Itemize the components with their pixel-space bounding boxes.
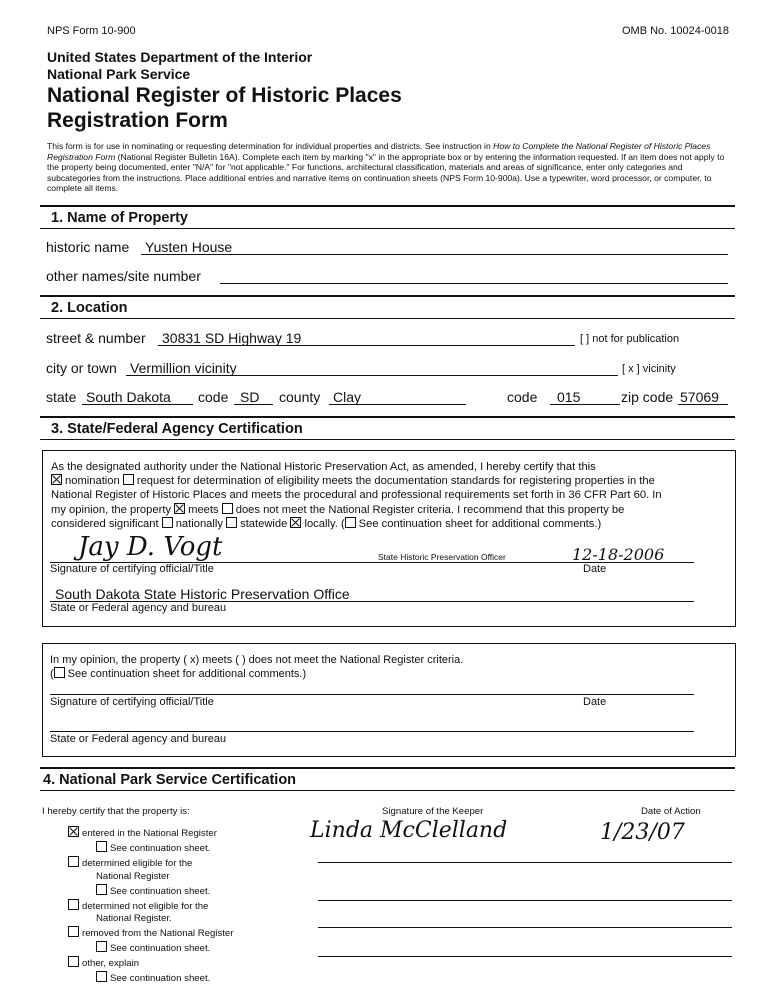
nps-intro: I hereby certify that the property is:	[42, 806, 190, 817]
county-code-label: code	[507, 389, 538, 405]
city-value[interactable]: Vermillion vicinity	[130, 360, 237, 376]
continuation-checkbox[interactable]	[345, 517, 356, 528]
section3-heading: 3. State/Federal Agency Certification	[51, 421, 303, 437]
nps-options: entered in the National Register See continuation sheet. determined eligible for the National Register See continuation sheet. determined not eligible for the National Register. removed from the National Register See continuation sheet. other, explain See continuation sheet.	[68, 826, 233, 986]
form-number: NPS Form 10-900	[47, 25, 136, 37]
instructions: This form is for use in nominating or requesting determination for individual properties and districts. See instruction in How to Complete the National Register of Historic Places Registration Form (National Register Bulletin 16A). Complete each item by marking "x" in the appropriate box or by entering the information requested. If an item does not apply to the property being documented, enter "N/A" for "not applicable." For functions, architectural classification, materials and areas of significance, enter only categories and subcategories from the instructions. Place additional entries and narrative items on continuation sheets (NPS Form 10-900a). Use a typewriter, word processor, or computer, to complete all items.	[47, 141, 725, 194]
state-code-value[interactable]: SD	[240, 389, 260, 405]
nationally-checkbox[interactable]	[162, 517, 173, 528]
agency-value[interactable]: South Dakota State Historic Preservation Office	[55, 586, 350, 602]
keeper-signature: Linda McClelland	[310, 818, 508, 843]
state-label: state	[46, 389, 77, 405]
agency-label: State or Federal agency and bureau	[50, 602, 227, 614]
state-code-line	[234, 404, 273, 405]
section2-subrule	[40, 318, 735, 319]
entered-checkbox[interactable]	[68, 826, 79, 837]
certifying-title: State Historic Preservation Officer	[378, 552, 506, 562]
section4-subrule	[40, 790, 735, 791]
certifying-signature: Jay D. Vogt	[78, 532, 223, 562]
form-title-line1: National Register of Historic Places	[47, 84, 402, 107]
action-date-label: Date of Action	[641, 806, 701, 817]
historic-name-value[interactable]: Yusten House	[145, 239, 233, 255]
request-checkbox[interactable]	[123, 474, 134, 485]
locally-checkbox[interactable]	[290, 517, 301, 528]
opinion-continuation-checkbox[interactable]	[54, 667, 65, 678]
eligible-continuation-checkbox[interactable]	[96, 884, 107, 895]
removed-continuation-checkbox[interactable]	[96, 941, 107, 952]
county-code-value[interactable]: 015	[557, 389, 581, 405]
entered-continuation-checkbox[interactable]	[96, 841, 107, 852]
zip-label: zip code	[621, 389, 674, 405]
state-code-label: code	[198, 389, 229, 405]
department-name: United States Department of the Interior	[47, 49, 313, 65]
city-label: city or town	[46, 360, 117, 376]
opinion-line2: ( See continuation sheet for additional comments.)	[50, 668, 307, 680]
keeper-line-3	[318, 927, 732, 928]
other-names-label: other names/site number	[46, 268, 201, 284]
state-line	[82, 404, 193, 405]
nomination-checkbox[interactable]	[51, 474, 62, 485]
meets-checkbox[interactable]	[174, 503, 185, 514]
county-code-line	[550, 404, 620, 405]
street-value[interactable]: 30831 SD Highway 19	[162, 330, 302, 346]
statewide-checkbox[interactable]	[226, 517, 237, 528]
certifying-date: 12-18-2006	[572, 545, 665, 564]
opinion-line1: In my opinion, the property ( x) meets ( ) does not meet the National Register criteria.	[50, 654, 464, 666]
keeper-line-4	[318, 956, 732, 957]
section2-heading: 2. Location	[51, 300, 128, 316]
city-line	[126, 375, 618, 376]
section1-subrule	[40, 228, 735, 229]
not-eligible-checkbox[interactable]	[68, 899, 79, 910]
keeper-label: Signature of the Keeper	[382, 806, 484, 817]
section1-rule	[40, 205, 735, 207]
county-label: county	[279, 389, 321, 405]
opinion-signature-line	[50, 694, 694, 695]
opinion-agency-label: State or Federal agency and bureau	[50, 733, 227, 745]
historic-name-line	[141, 254, 728, 255]
removed-checkbox[interactable]	[68, 926, 79, 937]
street-line	[158, 345, 575, 346]
other-names-line	[220, 283, 728, 284]
other-checkbox[interactable]	[68, 956, 79, 967]
street-label: street & number	[46, 330, 146, 346]
certification-text: As the designated authority under the National Historic Preservation Act, as amended, I hereby certify that this nomination request for determination of eligibility meets the documentation standards for registering properties in the National Register of Historic Places and meets the procedural and professional requirements set forth in 36 CFR Part 60. In my opinion, the property meets does not meet the National Register criteria. I recommend that this property be considered significant nationally statewide locally. ( See continuation sheet for additional comments.)	[51, 461, 662, 530]
form-title-line2: Registration Form	[47, 109, 228, 132]
section4-heading: 4. National Park Service Certification	[43, 772, 297, 788]
section3-subrule	[40, 439, 735, 440]
service-name: National Park Service	[47, 66, 191, 82]
section2-rule	[40, 295, 735, 297]
not-for-publication[interactable]: [ ] not for publication	[580, 333, 680, 345]
not-meets-checkbox[interactable]	[222, 503, 233, 514]
action-date: 1/23/07	[600, 820, 685, 845]
omb-number: OMB No. 10024-0018	[622, 25, 730, 37]
eligible-checkbox[interactable]	[68, 856, 79, 867]
keeper-line-1	[318, 862, 732, 863]
section3-rule	[40, 416, 735, 418]
section4-rule	[40, 767, 735, 769]
section1-heading: 1. Name of Property	[51, 210, 188, 226]
opinion-signature-label: Signature of certifying official/Title	[50, 696, 214, 708]
keeper-line-2	[318, 900, 732, 901]
opinion-date-label: Date	[583, 696, 607, 708]
date-label: Date	[583, 563, 607, 575]
historic-name-label: historic name	[46, 239, 130, 255]
vicinity-check[interactable]: [ x ] vicinity	[622, 363, 676, 375]
state-value[interactable]: South Dakota	[86, 389, 171, 405]
county-line	[329, 404, 466, 405]
zip-value[interactable]: 57069	[680, 389, 719, 405]
signature-label: Signature of certifying official/Title	[50, 563, 214, 575]
zip-line	[678, 404, 728, 405]
other-continuation-checkbox[interactable]	[96, 971, 107, 982]
county-value[interactable]: Clay	[333, 389, 362, 405]
opinion-agency-line	[50, 731, 694, 732]
